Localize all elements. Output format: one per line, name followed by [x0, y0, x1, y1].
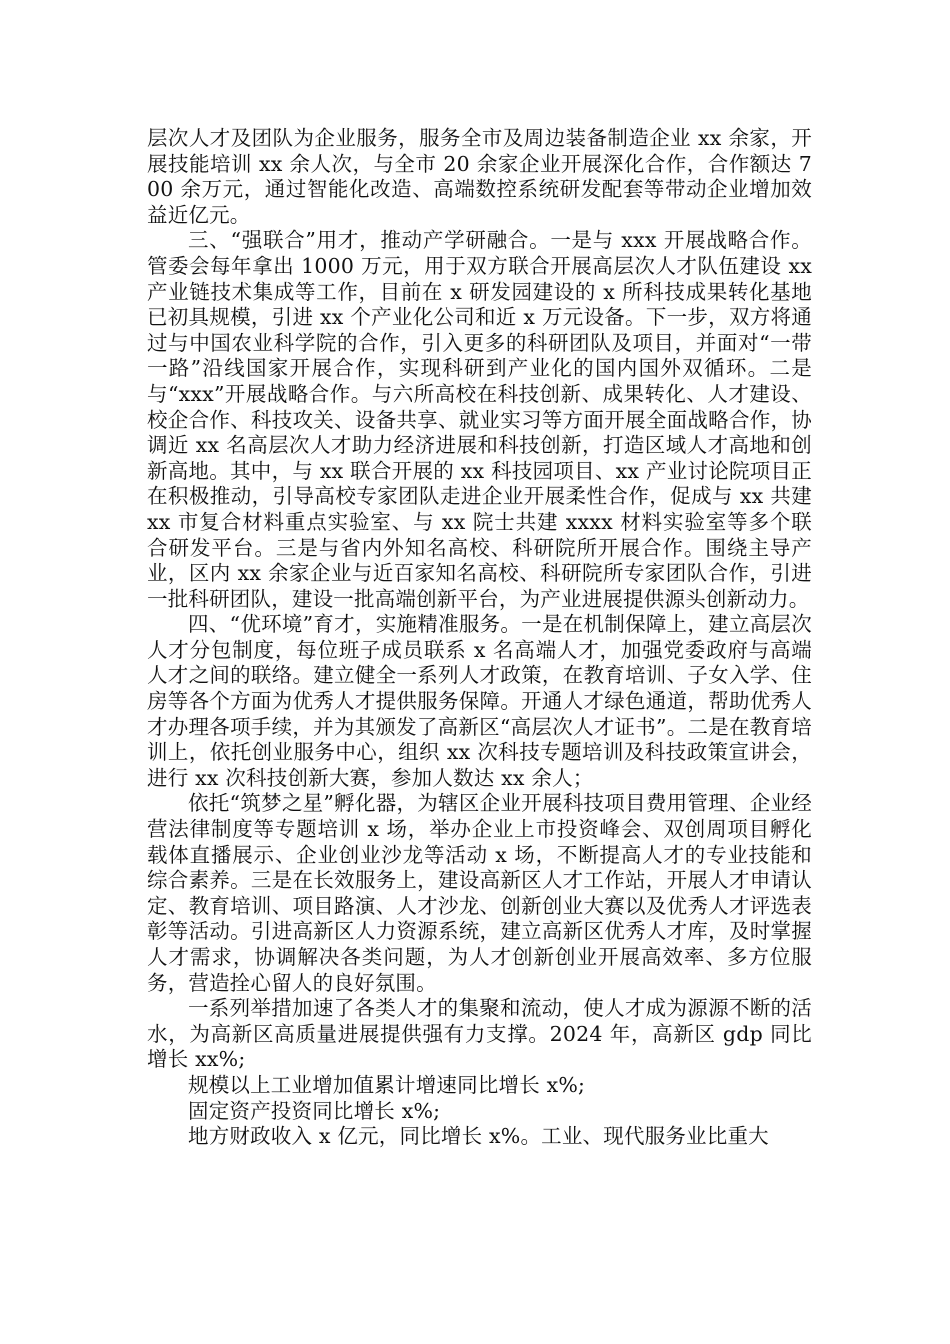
paragraph-fiscal-revenue: 地方财政收入 x 亿元，同比增长 x%。工业、现代服务业比重大: [188, 1124, 769, 1149]
paragraph-fixed-investment: 固定资产投资同比增长 x%;: [188, 1098, 441, 1123]
paragraph-optimize-environment: 四、“优环境”育才，实施精准服务。一是在机制保障上，建立高层次人才分包制度，每位班子成员联系 x 名高端人才，加强党委政府与高端人才之间的联络。建立健全一系列人才政策，在教育培训、子女入学、住房等各个方面为优秀人才提供服务保障。开通人才绿色通道，帮助优秀人才办理各项手续，并为其颁发了高新区“高层次人才证书”。二是在教育培训上，依托创业服务中心，组织 xx 次科技专题培训及科技政策宣讲会，进行 xx 次科技创新大赛，参加人数达 xx 余人；: [147, 612, 812, 790]
paragraph-measures-summary: 一系列举措加速了各类人才的集聚和流动，使人才成为源源不断的活水，为高新区高质量进展提供强有力支撑。2024 年，高新区 gdp 同比增长 xx%;: [147, 996, 812, 1072]
paragraph-strong-alliance: 三、“强联合”用才，推动产学研融合。一是与 xxx 开展战略合作。管委会每年拿出 1000 万元，用于双方联合开展高层次人才队伍建设 xx 产业链技术集成等工作，目前在 x 研发园建设的 x 所科技成果转化基地已初具规模，引进 xx 个产业化公司和近 x 万元设备。下一步，双方将通过与中国农业科学院的合作，引入更多的科研团队及项目，并面对“一带一路”沿线国家开展合作，实现科研到产业化的国内国外双循环。二是与“xxx”开展战略合作。与六所高校在科技创新、成果转化、人才建设、校企合作、科技攻关、设备共享、就业实习等方面开展全面战略合作，协调近 xx 名高层次人才助力经济进展和科技创新，打造区域人才高地和创新高地。其中，与 xx 联合开展的 xx 科技园项目、xx 产业讨论院项目正在积极推动，引导高校专家团队走进企业开展柔性合作，促成与 xx 共建 xx 市复合材料重点实验室、与 xx 院士共建 xxxx 材料实验室等多个联合研发平台。三是与省内外知名高校、科研院所开展合作。围绕主导产业，区内 xx 余家企业与近百家知名高校、科研院所专家团队合作，引进一批科研团队，建设一批高端创新平台，为产业进展提供源头创新动力。: [147, 228, 812, 611]
paragraph-industrial-growth: 规模以上工业增加值累计增速同比增长 x%;: [188, 1072, 586, 1097]
document-body: [147, 126, 812, 1150]
paragraph-incubator: 依托“筑梦之星”孵化器，为辖区企业开展科技项目费用管理、企业经营法律制度等专题培训 x 场，举办企业上市投资峰会、双创周项目孵化载体直播展示、企业创业沙龙等活动 x 场，不断提高人才的专业技能和综合素养。三是在长效服务上，建设高新区人才工作站，开展人才申请认定、教育培训、项目路演、人才沙龙、创新创业大赛以及优秀人才评选表彰等活动。引进高新区人力资源系统，建立高新区优秀人才库，及时掌握人才需求，协调解决各类问题，为人才创新创业开展高效率、多方位服务，营造拴心留人的良好氛围。: [147, 791, 812, 995]
paragraph-talent-service: 层次人才及团队为企业服务，服务全市及周边装备制造企业 xx 余家，开展技能培训 xx 余人次，与全市 20 余家企业开展深化合作，合作额达 700 余万元，通过智能化改造、高端数控系统研发配套等带动企业增加效益近亿元。: [147, 126, 812, 227]
